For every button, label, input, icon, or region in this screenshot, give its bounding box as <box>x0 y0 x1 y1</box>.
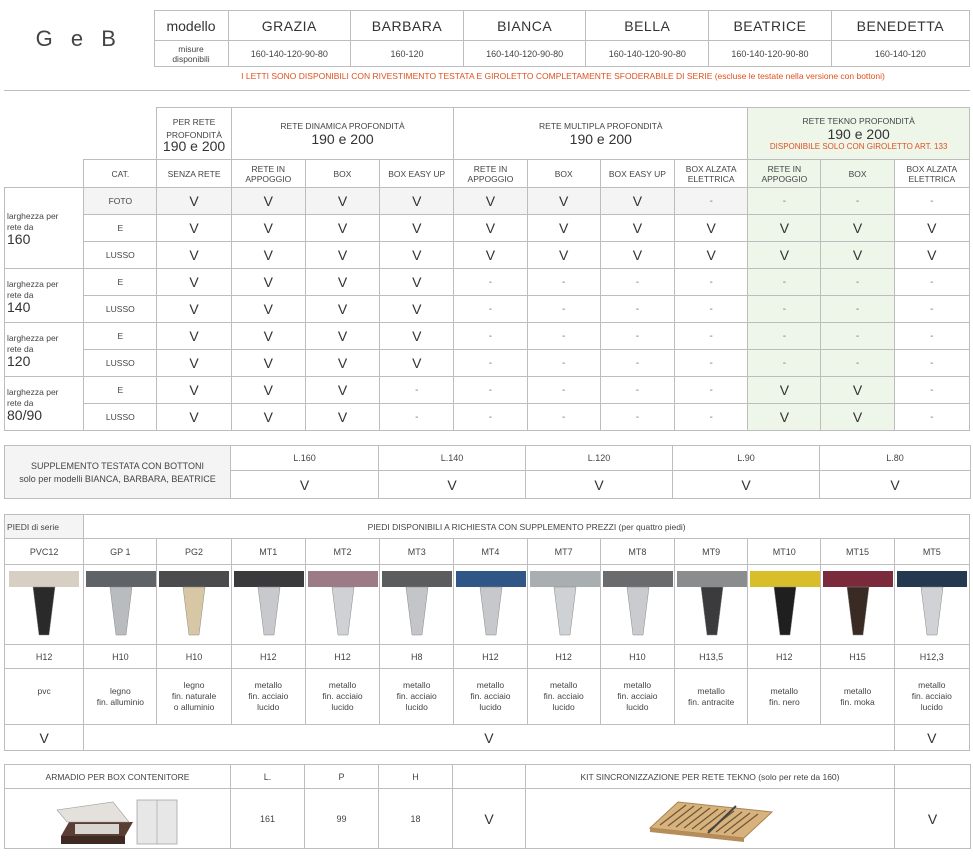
availability-dash: - <box>454 323 527 350</box>
col-mul-rete-appoggio: RETE IN APPOGGIO <box>454 160 527 188</box>
availability-dash: - <box>675 404 748 431</box>
availability-dash: - <box>600 350 674 377</box>
foot-image <box>748 565 821 645</box>
piedi-series-label: PIEDI di serie <box>5 515 84 539</box>
foot-code: GP 1 <box>84 539 157 565</box>
availability-check: V <box>380 323 454 350</box>
group-rete-multipla: RETE MULTIPLA PROFONDITÀ 190 e 200 <box>454 108 748 160</box>
availability-dash: - <box>600 377 674 404</box>
availability-dash: - <box>380 404 454 431</box>
piedi-request-label: PIEDI DISPONIBILI A RICHIESTA CON SUPPLEMENTO PREZZI (per quattro piedi) <box>84 515 970 539</box>
foot-code: MT3 <box>380 539 454 565</box>
category-cell: LUSSO <box>84 404 157 431</box>
availability-dash: - <box>675 188 748 215</box>
compat-row <box>5 323 970 350</box>
armadio-image <box>5 789 231 849</box>
availability-check: V <box>748 404 821 431</box>
availability-dash: - <box>894 377 969 404</box>
foot-image <box>527 565 600 645</box>
foot-illustration-icon <box>234 569 304 641</box>
foot-illustration-icon <box>750 569 820 641</box>
availability-dash: - <box>600 323 674 350</box>
piedi-request-v: V <box>84 725 894 751</box>
foot-image <box>380 565 454 645</box>
foot-image <box>5 565 84 645</box>
supp-size-80: L.80 <box>820 446 971 471</box>
availability-dash: - <box>748 188 821 215</box>
armadio-dim-value-p: 99 <box>305 789 379 849</box>
availability-check: V <box>305 377 379 404</box>
group-rete-tekno: RETE TEKNO PROFONDITÀ 190 e 200 DISPONIBILE SOLO CON GIROLETTO ART. 133 <box>748 108 970 160</box>
sizes-benedetta: 160-140-120 <box>831 41 969 67</box>
col-tek-box: BOX <box>821 160 894 188</box>
category-cell: LUSSO <box>84 242 157 269</box>
col-din-rete-appoggio: RETE IN APPOGGIO <box>231 160 305 188</box>
sizes-label: misure disponibili <box>154 41 228 67</box>
availability-check: V <box>157 323 231 350</box>
foot-image <box>84 565 157 645</box>
availability-check: V <box>305 269 379 296</box>
availability-check: V <box>894 242 969 269</box>
availability-dash: - <box>600 404 674 431</box>
availability-check: V <box>600 242 674 269</box>
availability-dash: - <box>527 296 600 323</box>
col-mul-box: BOX <box>527 160 600 188</box>
model-header-table <box>4 10 970 67</box>
availability-check: V <box>231 323 305 350</box>
availability-dash: - <box>821 350 894 377</box>
availability-dash: - <box>454 377 527 404</box>
col-din-box-easy: BOX EASY UP <box>380 160 454 188</box>
supplemento-label: SUPPLEMENTO TESTATA CON BOTTONI solo per modelli BIANCA, BARBARA, BEATRICE <box>5 446 231 499</box>
foot-image <box>231 565 305 645</box>
availability-dash: - <box>454 404 527 431</box>
availability-dash: - <box>675 377 748 404</box>
brand-logo: G e B <box>35 25 122 51</box>
foot-image <box>821 565 894 645</box>
foot-image <box>600 565 674 645</box>
foot-illustration-icon <box>823 569 893 641</box>
foot-image <box>674 565 747 645</box>
availability-dash: - <box>675 350 748 377</box>
category-cell: E <box>84 323 157 350</box>
foot-height: H8 <box>380 645 454 669</box>
availability-dash: - <box>600 296 674 323</box>
availability-check: V <box>380 296 454 323</box>
availability-check: V <box>157 215 231 242</box>
foot-height: H13,5 <box>674 645 747 669</box>
model-label: modello <box>154 11 228 41</box>
availability-dash: - <box>821 269 894 296</box>
availability-dash: - <box>894 350 969 377</box>
sizes-grazia: 160-140-120-90-80 <box>228 41 351 67</box>
supp-value: V <box>526 471 673 499</box>
foot-material: legno fin. naturale o alluminio <box>157 669 231 725</box>
availability-check: V <box>231 269 305 296</box>
availability-dash: - <box>675 323 748 350</box>
foot-material: metallo fin. antracite <box>674 669 747 725</box>
availability-check: V <box>454 215 527 242</box>
kit-v: V <box>895 789 971 849</box>
col-senza-rete: SENZA RETE <box>157 160 231 188</box>
foot-code: MT10 <box>748 539 821 565</box>
compat-row <box>5 350 970 377</box>
supp-size-160: L.160 <box>231 446 379 471</box>
availability-check: V <box>231 188 305 215</box>
foot-illustration-icon <box>382 569 452 641</box>
category-cell: E <box>84 377 157 404</box>
model-name-bianca: BIANCA <box>463 11 586 41</box>
foot-illustration-icon <box>456 569 526 641</box>
availability-check: V <box>305 404 379 431</box>
availability-check: V <box>231 404 305 431</box>
availability-check: V <box>305 296 379 323</box>
foot-code: MT15 <box>821 539 894 565</box>
category-cell: LUSSO <box>84 350 157 377</box>
availability-check: V <box>748 215 821 242</box>
availability-dash: - <box>527 377 600 404</box>
availability-dash: - <box>894 269 969 296</box>
availability-check: V <box>527 188 600 215</box>
foot-illustration-icon <box>86 569 156 641</box>
foot-height: H12,3 <box>894 645 969 669</box>
foot-height: H12 <box>305 645 379 669</box>
availability-check: V <box>231 296 305 323</box>
availability-check: V <box>157 242 231 269</box>
foot-height: H12 <box>748 645 821 669</box>
foot-code: MT5 <box>894 539 969 565</box>
availability-check: V <box>305 215 379 242</box>
foot-height: H10 <box>157 645 231 669</box>
availability-dash: - <box>527 350 600 377</box>
category-cell: FOTO <box>84 188 157 215</box>
foot-material: metallo fin. acciaio lucido <box>600 669 674 725</box>
piedi-mt5-v: V <box>894 725 969 751</box>
compat-row <box>5 296 970 323</box>
foot-material: metallo fin. acciaio lucido <box>380 669 454 725</box>
foot-illustration-icon <box>677 569 747 641</box>
col-din-box: BOX <box>305 160 379 188</box>
availability-check: V <box>454 188 527 215</box>
availability-check: V <box>821 215 894 242</box>
armadio-dim-label-l: L. <box>231 765 305 789</box>
availability-check: V <box>821 404 894 431</box>
armadio-dim-label-p: P <box>305 765 379 789</box>
width-label: larghezza per rete da 120 <box>5 323 84 377</box>
foot-material: metallo fin. acciaio lucido <box>527 669 600 725</box>
availability-dash: - <box>821 296 894 323</box>
availability-dash: - <box>600 269 674 296</box>
col-tek-rete-appoggio: RETE IN APPOGGIO <box>748 160 821 188</box>
foot-illustration-icon <box>897 569 967 641</box>
group-senza-rete: PER RETE PROFONDITÀ 190 e 200 <box>157 108 231 160</box>
width-label: larghezza per rete da 160 <box>5 188 84 269</box>
foot-height: H12 <box>454 645 527 669</box>
availability-check: V <box>894 215 969 242</box>
availability-check: V <box>231 377 305 404</box>
availability-check: V <box>454 242 527 269</box>
kit-image <box>526 789 895 849</box>
armadio-table <box>4 764 971 849</box>
foot-image <box>305 565 379 645</box>
foot-code: MT7 <box>527 539 600 565</box>
model-name-barbara: BARBARA <box>351 11 464 41</box>
availability-dash: - <box>454 269 527 296</box>
supplemento-table <box>4 445 971 499</box>
col-cat: CAT. <box>84 160 157 188</box>
piedi-series-v: V <box>5 725 84 751</box>
availability-check: V <box>821 242 894 269</box>
piedi-table <box>4 514 970 751</box>
availability-dash: - <box>454 350 527 377</box>
width-label: larghezza per rete da 80/90 <box>5 377 84 431</box>
availability-dash: - <box>894 296 969 323</box>
availability-check: V <box>821 377 894 404</box>
foot-height: H12 <box>5 645 84 669</box>
compat-row <box>5 242 970 269</box>
availability-dash: - <box>454 296 527 323</box>
compat-row <box>5 404 970 431</box>
foot-image <box>894 565 969 645</box>
availability-check: V <box>157 296 231 323</box>
availability-check: V <box>157 377 231 404</box>
availability-dash: - <box>894 188 969 215</box>
availability-check: V <box>305 323 379 350</box>
armadio-dim-value-h: 18 <box>379 789 453 849</box>
category-cell: E <box>84 215 157 242</box>
foot-code: MT1 <box>231 539 305 565</box>
foot-code: PG2 <box>157 539 231 565</box>
availability-check: V <box>600 188 674 215</box>
sizes-bella: 160-140-120-90-80 <box>586 41 709 67</box>
armadio-dim-value-l: 161 <box>231 789 305 849</box>
foot-material: legno fin. alluminio <box>84 669 157 725</box>
supp-value: V <box>231 471 379 499</box>
sizes-beatrice: 160-140-120-90-80 <box>709 41 832 67</box>
availability-dash: - <box>675 296 748 323</box>
availability-check: V <box>157 350 231 377</box>
model-name-benedetta: BENEDETTA <box>831 11 969 41</box>
availability-dash: - <box>748 350 821 377</box>
availability-dash: - <box>821 323 894 350</box>
availability-check: V <box>231 215 305 242</box>
foot-code: MT2 <box>305 539 379 565</box>
sizes-barbara: 160-120 <box>351 41 464 67</box>
availability-check: V <box>380 269 454 296</box>
availability-check: V <box>157 404 231 431</box>
foot-height: H10 <box>600 645 674 669</box>
foot-illustration-icon <box>530 569 600 641</box>
availability-dash: - <box>894 323 969 350</box>
availability-dash: - <box>527 323 600 350</box>
compat-row <box>5 269 970 296</box>
supp-value: V <box>820 471 971 499</box>
foot-code: MT8 <box>600 539 674 565</box>
availability-dash: - <box>821 188 894 215</box>
column-header-row <box>5 160 970 188</box>
col-mul-box-easy: BOX EASY UP <box>600 160 674 188</box>
availability-check: V <box>380 242 454 269</box>
availability-dash: - <box>675 269 748 296</box>
model-name-grazia: GRAZIA <box>228 11 351 41</box>
availability-check: V <box>527 215 600 242</box>
sizes-bianca: 160-140-120-90-80 <box>463 41 586 67</box>
foot-height: H10 <box>84 645 157 669</box>
foot-code: MT9 <box>674 539 747 565</box>
divider <box>4 90 970 91</box>
supp-value: V <box>379 471 526 499</box>
supp-size-140: L.140 <box>379 446 526 471</box>
armadio-dim-label-h: H <box>379 765 453 789</box>
availability-check: V <box>305 242 379 269</box>
armadio-title: ARMADIO PER BOX CONTENITORE <box>5 765 231 789</box>
category-cell: E <box>84 269 157 296</box>
supp-value: V <box>673 471 820 499</box>
availability-dash: - <box>527 404 600 431</box>
availability-check: V <box>675 242 748 269</box>
availability-dash: - <box>380 377 454 404</box>
foot-material: metallo fin. acciaio lucido <box>305 669 379 725</box>
col-mul-box-alzata: BOX ALZATA ELETTRICA <box>675 160 748 188</box>
supp-size-120: L.120 <box>526 446 673 471</box>
availability-check: V <box>748 242 821 269</box>
availability-dash: - <box>894 404 969 431</box>
col-tek-box-alzata: BOX ALZATA ELETTRICA <box>894 160 969 188</box>
foot-material: metallo fin. acciaio lucido <box>231 669 305 725</box>
armadio-v: V <box>453 789 526 849</box>
availability-dash: - <box>748 323 821 350</box>
availability-check: V <box>305 350 379 377</box>
foot-height: H12 <box>231 645 305 669</box>
foot-height: H12 <box>527 645 600 669</box>
availability-check: V <box>157 188 231 215</box>
foot-material: metallo fin. moka <box>821 669 894 725</box>
foot-height: H15 <box>821 645 894 669</box>
availability-check: V <box>748 377 821 404</box>
compat-row <box>5 377 970 404</box>
compatibility-table <box>4 107 970 431</box>
foot-illustration-icon <box>308 569 378 641</box>
foot-material: metallo fin. nero <box>748 669 821 725</box>
availability-check: V <box>305 188 379 215</box>
foot-image <box>157 565 231 645</box>
availability-dash: - <box>527 269 600 296</box>
availability-check: V <box>380 350 454 377</box>
kit-title: KIT SINCRONIZZAZIONE PER RETE TEKNO (solo per rete da 160) <box>526 765 895 789</box>
category-cell: LUSSO <box>84 296 157 323</box>
availability-check: V <box>157 269 231 296</box>
foot-material: pvc <box>5 669 84 725</box>
availability-check: V <box>231 242 305 269</box>
foot-illustration-icon <box>159 569 229 641</box>
foot-material: metallo fin. acciaio lucido <box>894 669 969 725</box>
availability-check: V <box>527 242 600 269</box>
availability-check: V <box>600 215 674 242</box>
availability-check: V <box>380 188 454 215</box>
compat-row <box>5 215 970 242</box>
availability-check: V <box>380 215 454 242</box>
foot-code: PVC12 <box>5 539 84 565</box>
model-name-bella: BELLA <box>586 11 709 41</box>
availability-check: V <box>675 215 748 242</box>
foot-code: MT4 <box>454 539 527 565</box>
width-label: larghezza per rete da 140 <box>5 269 84 323</box>
availability-notice: I LETTI SONO DISPONIBILI CON RIVESTIMENTO TESTATA E GIROLETTO COMPLETAMENTE SFODERABILE DI SERIE (escluse le testate nella versione con bottoni) <box>241 71 885 81</box>
availability-check: V <box>231 350 305 377</box>
availability-dash: - <box>748 269 821 296</box>
availability-dash: - <box>748 296 821 323</box>
supp-size-90: L.90 <box>673 446 820 471</box>
model-name-beatrice: BEATRICE <box>709 11 832 41</box>
foot-material: metallo fin. acciaio lucido <box>454 669 527 725</box>
compat-row <box>5 188 970 215</box>
foot-illustration-icon <box>603 569 673 641</box>
foot-image <box>454 565 527 645</box>
foot-illustration-icon <box>9 569 79 641</box>
group-rete-dinamica: RETE DINAMICA PROFONDITÀ 190 e 200 <box>231 108 454 160</box>
